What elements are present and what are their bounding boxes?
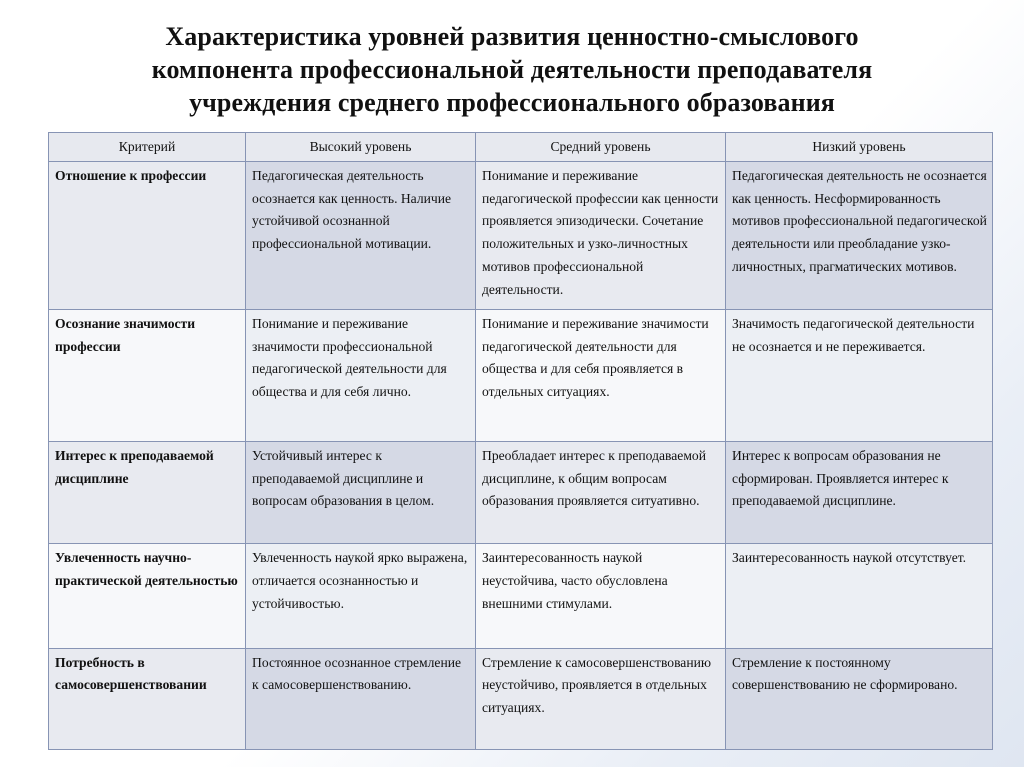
low-level-cell: Интерес к вопросам образования не сформирован. Проявляется интерес к преподаваемой дисциплине. bbox=[726, 441, 993, 543]
header-medium-level: Средний уровень bbox=[476, 133, 726, 162]
table-row bbox=[49, 441, 993, 543]
medium-level-cell: Понимание и переживание значимости педагогической деятельности для общества и для себя проявляется в отдельных ситуациях. bbox=[476, 309, 726, 441]
table-row bbox=[49, 309, 993, 441]
title-line-3: учреждения среднего профессионального образования bbox=[189, 88, 835, 117]
high-level-cell: Понимание и переживание значимости профессиональной педагогической деятельности для общества и для себя лично. bbox=[246, 309, 476, 441]
high-level-cell: Постоянное осознанное стремление к самосовершенствованию. bbox=[246, 648, 476, 749]
medium-level-cell: Преобладает интерес к преподаваемой дисциплине, к общим вопросам образования проявляется ситуативно. bbox=[476, 441, 726, 543]
criterion-cell: Осознание значимости профессии bbox=[49, 309, 246, 441]
table-row bbox=[49, 544, 993, 648]
high-level-cell: Педагогическая деятельность осознается как ценность. Наличие устойчивой осознанной профессиональной мотивации. bbox=[246, 162, 476, 310]
levels-table bbox=[48, 132, 993, 750]
criterion-cell: Отношение к профессии bbox=[49, 162, 246, 310]
page-title bbox=[0, 20, 1024, 119]
low-level-cell: Стремление к постоянному совершенствованию не сформировано. bbox=[726, 648, 993, 749]
table-row bbox=[49, 162, 993, 310]
low-level-cell: Значимость педагогической деятельности не осознается и не переживается. bbox=[726, 309, 993, 441]
medium-level-cell: Заинтересованность наукой неустойчива, часто обусловлена внешними стимулами. bbox=[476, 544, 726, 648]
low-level-cell: Заинтересованность наукой отсутствует. bbox=[726, 544, 993, 648]
title-line-2: компонента профессиональной деятельности преподавателя bbox=[151, 55, 873, 84]
high-level-cell: Увлеченность наукой ярко выражена, отличается осознанностью и устойчивостью. bbox=[246, 544, 476, 648]
high-level-cell: Устойчивый интерес к преподаваемой дисциплине и вопросам образования в целом. bbox=[246, 441, 476, 543]
title-line-1: Характеристика уровней развития ценностно-смыслового bbox=[165, 22, 859, 51]
header-low-level: Низкий уровень bbox=[726, 133, 993, 162]
header-high-level: Высокий уровень bbox=[246, 133, 476, 162]
medium-level-cell: Понимание и переживание педагогической профессии как ценности проявляется эпизодически. Сочетание положительных и узко-личностных мотивов профессиональной деятельности. bbox=[476, 162, 726, 310]
low-level-cell: Педагогическая деятельность не осознается как ценность. Несформированность мотивов профессиональной педагогической деятельности или преобладание узко-личностных, прагматических мотивов. bbox=[726, 162, 993, 310]
criterion-cell: Потребность в самосовершенствовании bbox=[49, 648, 246, 749]
table-header-row bbox=[49, 133, 993, 162]
table-row bbox=[49, 648, 993, 749]
criterion-cell: Интерес к преподаваемой дисциплине bbox=[49, 441, 246, 543]
header-criterion: Критерий bbox=[49, 133, 246, 162]
medium-level-cell: Стремление к самосовершенствованию неустойчиво, проявляется в отдельных ситуациях. bbox=[476, 648, 726, 749]
criterion-cell: Увлеченность научно-практической деятельностью bbox=[49, 544, 246, 648]
